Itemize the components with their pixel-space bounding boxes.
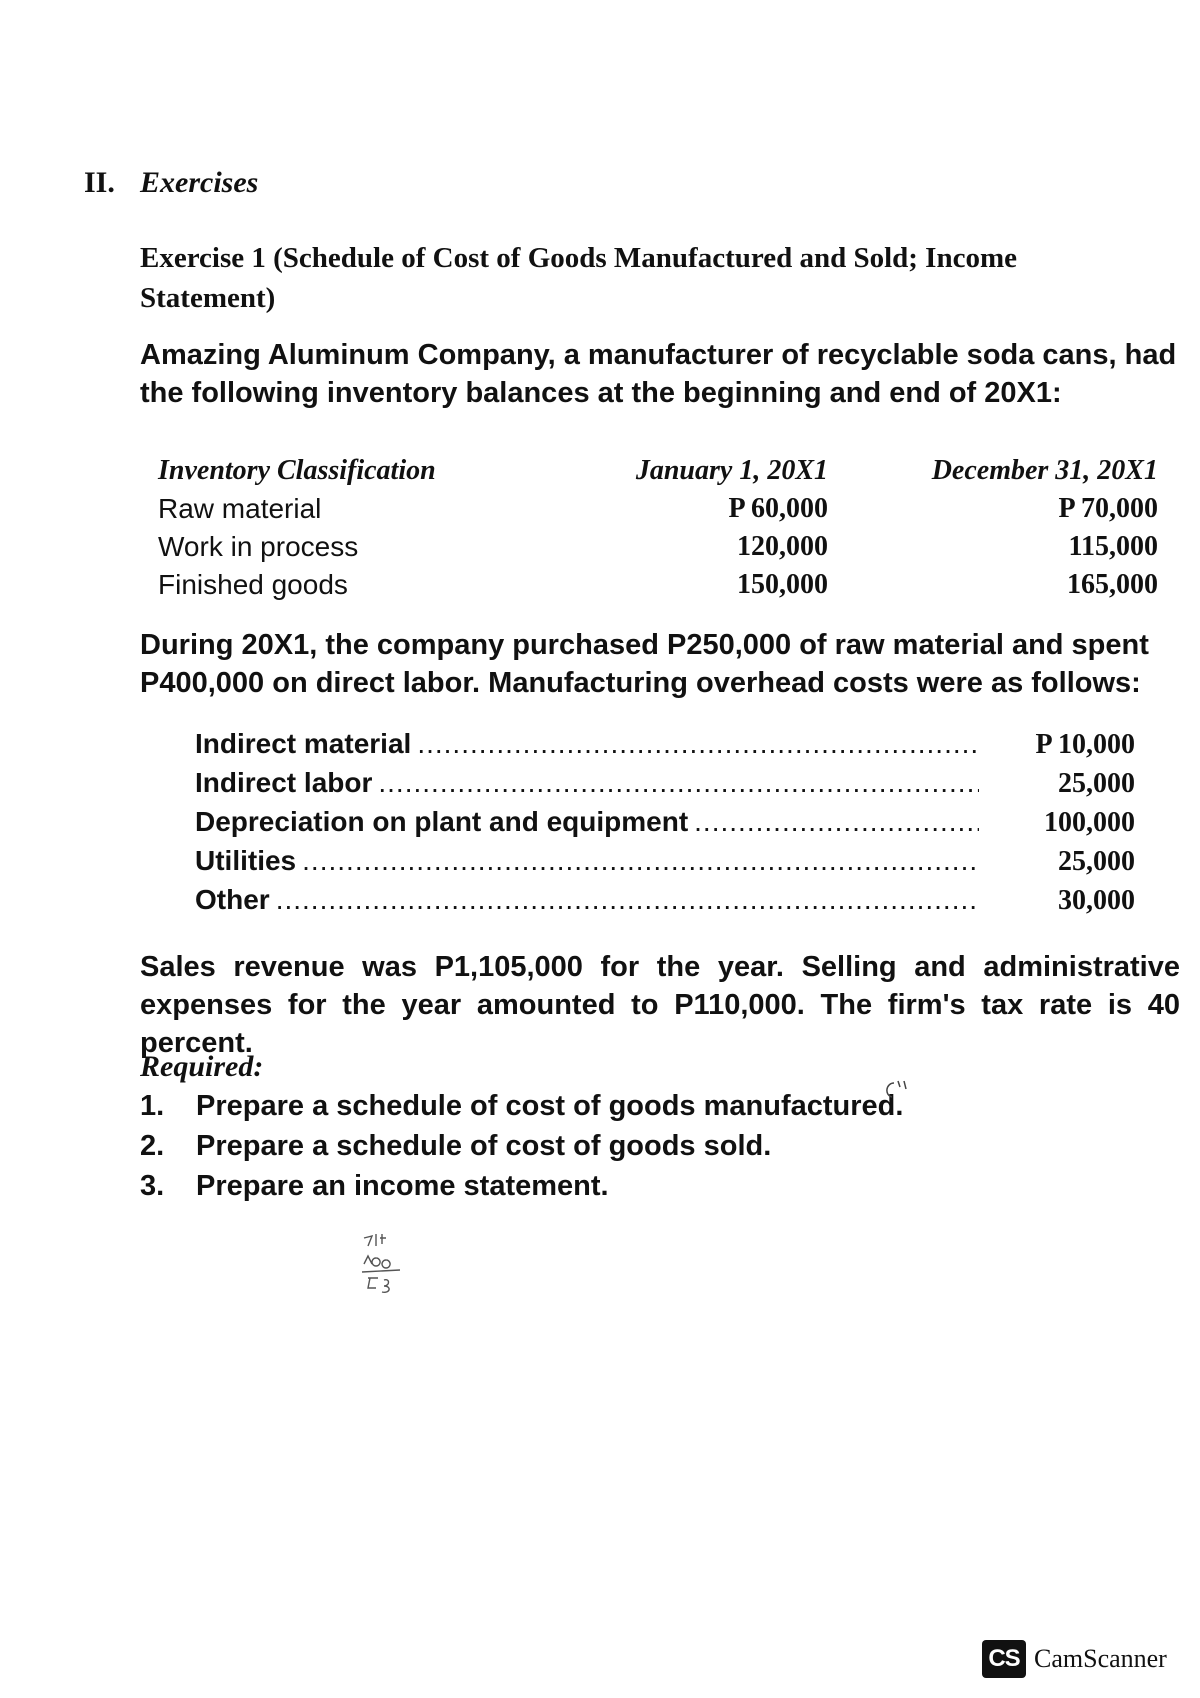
inventory-cell: 165,000 bbox=[1067, 569, 1158, 600]
inventory-header-row bbox=[158, 452, 1158, 490]
required-text: Prepare a schedule of cost of goods manufactured. bbox=[196, 1090, 904, 1122]
list-item bbox=[195, 767, 1135, 806]
section-number: II. bbox=[84, 166, 115, 199]
required-number: 3. bbox=[140, 1170, 165, 1202]
list-item bbox=[140, 1170, 903, 1210]
list-item bbox=[195, 806, 1135, 845]
handwritten-mark bbox=[880, 1075, 920, 1105]
inventory-cell: Finished goods bbox=[158, 569, 348, 600]
inventory-table bbox=[158, 452, 1158, 604]
list-item bbox=[195, 845, 1135, 884]
overhead-label: Indirect material bbox=[195, 728, 412, 759]
required-list bbox=[140, 1090, 903, 1210]
inventory-cell: P 70,000 bbox=[1058, 493, 1158, 524]
overhead-amount: 25,000 bbox=[1058, 768, 1135, 799]
overhead-amount: 25,000 bbox=[1058, 846, 1135, 877]
required-label: Required: bbox=[140, 1050, 264, 1083]
intro-paragraph: Amazing Aluminum Company, a manufacturer of recyclable soda cans, had the following inventory balances at the beginning and end of 20X1: bbox=[140, 339, 1177, 409]
dot-leader bbox=[302, 845, 979, 877]
overhead-amount: 100,000 bbox=[1044, 807, 1135, 838]
table-row bbox=[158, 566, 1158, 604]
overhead-list bbox=[195, 728, 1135, 923]
inventory-cell: 120,000 bbox=[737, 531, 828, 562]
sales-paragraph: Sales revenue was P1,105,000 for the year. Selling and administrative expenses for the year amounted to P110,000. The firm's tax rate is 40 percent. bbox=[140, 951, 1180, 1059]
overhead-label: Depreciation on plant and equipment bbox=[195, 806, 689, 837]
overhead-amount: 30,000 bbox=[1058, 885, 1135, 916]
handwritten-scribble bbox=[360, 1230, 420, 1310]
inventory-header-jan: January 1, 20X1 bbox=[635, 455, 828, 486]
inventory-cell: P 60,000 bbox=[728, 493, 828, 524]
overhead-amount: P 10,000 bbox=[1035, 729, 1135, 760]
section-heading bbox=[84, 166, 258, 200]
table-row bbox=[158, 528, 1158, 566]
required-number: 2. bbox=[140, 1130, 165, 1162]
required-number: 1. bbox=[140, 1090, 165, 1122]
dot-leader bbox=[378, 767, 979, 799]
inventory-cell: Raw material bbox=[158, 493, 322, 524]
overhead-label: Utilities bbox=[195, 845, 297, 876]
camscanner-watermark bbox=[982, 1640, 1167, 1678]
table-row bbox=[158, 490, 1158, 528]
list-item bbox=[195, 728, 1135, 767]
purchases-paragraph: During 20X1, the company purchased P250,000 of raw material and spent P400,000 on direct labor. Manufacturing overhead costs were as follows: bbox=[140, 629, 1149, 699]
list-item bbox=[140, 1130, 903, 1170]
dot-leader bbox=[417, 728, 979, 760]
dot-leader bbox=[276, 884, 979, 916]
list-item bbox=[140, 1090, 903, 1130]
section-title: Exercises bbox=[140, 166, 259, 199]
list-item bbox=[195, 884, 1135, 923]
overhead-label: Indirect labor bbox=[195, 767, 373, 798]
inventory-header-classification: Inventory Classification bbox=[158, 455, 436, 486]
overhead-label: Other bbox=[195, 884, 270, 915]
required-text: Prepare a schedule of cost of goods sold. bbox=[196, 1130, 772, 1162]
required-text: Prepare an income statement. bbox=[196, 1170, 609, 1202]
camscanner-logo-icon: CS bbox=[982, 1640, 1026, 1678]
camscanner-text: CamScanner bbox=[1034, 1644, 1167, 1673]
dot-leader bbox=[694, 806, 979, 838]
inventory-header-dec: December 31, 20X1 bbox=[931, 455, 1158, 486]
inventory-cell: 150,000 bbox=[737, 569, 828, 600]
exercise-title: Exercise 1 (Schedule of Cost of Goods Manufactured and Sold; Income Statement) bbox=[140, 242, 1017, 314]
inventory-cell: Work in process bbox=[158, 531, 359, 562]
inventory-cell: 115,000 bbox=[1068, 531, 1158, 562]
